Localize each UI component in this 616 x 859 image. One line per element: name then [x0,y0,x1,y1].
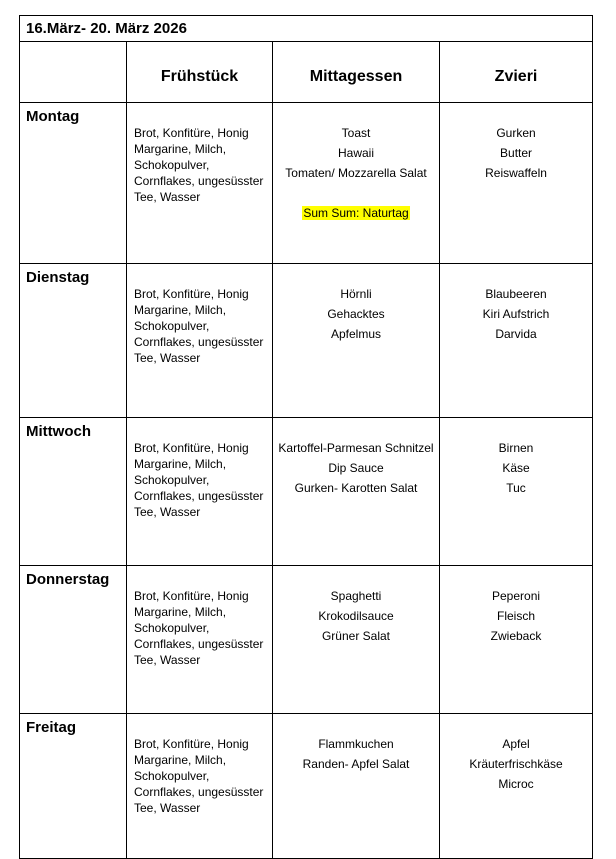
menu-line: Birnen [498,441,534,455]
note-line [273,203,439,223]
menu-line: Margarine, Milch, [134,753,227,767]
line-spacer [273,183,439,203]
menu-line: Schokopulver, [134,319,210,333]
header-mittagessen [273,42,440,103]
header-label: Mittagessen [309,68,403,85]
header-empty-cell [20,42,127,103]
zvieri-cell [440,714,593,859]
menu-line: Tomaten/ Mozzarella Salat [285,166,427,180]
menu-line: Schokopulver, [134,473,210,487]
menu-line: Tee, Wasser [134,351,201,365]
menu-line: Gurken [496,126,536,140]
zvieri-cell [440,103,593,264]
menu-line: Brot, Konfitüre, Honig [134,126,249,140]
menu-line: Randen- Apfel Salat [302,757,410,771]
menu-line: Gurken- Karotten Salat [294,481,418,495]
header-zvieri [440,42,593,103]
menu-line: Peperoni [492,589,541,603]
menu-line: Brot, Konfitüre, Honig [134,441,249,455]
menu-line: Tee, Wasser [134,653,201,667]
menu-line: Microc [498,777,534,791]
zvieri-cell [440,566,593,714]
fruehstueck-cell [127,264,273,418]
fruehstueck-cell [127,103,273,264]
day-name: Dienstag [20,264,127,418]
menu-line: Kiri Aufstrich [482,307,550,321]
day-row-mittwoch [20,418,593,566]
mittagessen-cell [273,264,440,418]
fruehstueck-cell [127,714,273,859]
menu-line: Margarine, Milch, [134,303,227,317]
menu-line: Darvida [495,327,537,341]
mittagessen-cell [273,418,440,566]
menu-line: Butter [500,146,533,160]
menu-line: Hawaii [337,146,374,160]
menu-line: Schokopulver, [134,621,210,635]
day-name: Donnerstag [20,566,127,714]
header-fruehstueck [127,42,273,103]
menu-line: Hörnli [340,287,372,301]
menu-line: Krokodilsauce [318,609,394,623]
menu-line: Schokopulver, [134,158,210,172]
menu-line: Brot, Konfitüre, Honig [134,589,249,603]
menu-title: 16.März- 20. März 2026 [20,16,593,42]
menu-line: Gehacktes [327,307,385,321]
menu-line: Cornflakes, ungesüsster [134,785,264,799]
zvieri-cell [440,418,593,566]
menu-line: Grüner Salat [321,629,391,643]
menu-line: Reiswaffeln [485,166,547,180]
menu-line: Brot, Konfitüre, Honig [134,737,249,751]
mittagessen-cell [273,103,440,264]
menu-line: Tee, Wasser [134,801,201,815]
weekly-menu-table [19,15,593,859]
menu-line: Apfel [502,737,530,751]
fruehstueck-cell [127,418,273,566]
menu-line: Margarine, Milch, [134,142,227,156]
day-name: Montag [20,103,127,264]
menu-line: Schokopulver, [134,769,210,783]
menu-line: Flammkuchen [318,737,394,751]
highlighted-note: Sum Sum: Naturtag [303,206,409,220]
fruehstueck-cell [127,566,273,714]
menu-line: Tee, Wasser [134,190,201,204]
menu-line: Zwieback [490,629,542,643]
zvieri-cell [440,264,593,418]
header-label: Frühstück [160,68,239,85]
header-label: Zvieri [494,68,538,85]
day-row-freitag [20,714,593,859]
menu-line: Cornflakes, ungesüsster [134,637,264,651]
menu-line: Tee, Wasser [134,505,201,519]
menu-line: Blaubeeren [485,287,547,301]
day-name: Freitag [20,714,127,859]
menu-line: Toast [341,126,371,140]
menu-line: Cornflakes, ungesüsster [134,174,264,188]
menu-line: Fleisch [497,609,536,623]
day-name: Mittwoch [20,418,127,566]
menu-line: Dip Sauce [328,461,384,475]
mittagessen-cell [273,566,440,714]
menu-line: Margarine, Milch, [134,457,227,471]
menu-line: Tuc [506,481,526,495]
menu-line: Kartoffel-Parmesan Schnitzel [278,441,434,455]
day-row-montag [20,103,593,264]
day-row-donnerstag [20,566,593,714]
menu-line: Cornflakes, ungesüsster [134,489,264,503]
menu-line: Käse [502,461,530,475]
menu-line: Margarine, Milch, [134,605,227,619]
mittagessen-cell [273,714,440,859]
menu-line: Brot, Konfitüre, Honig [134,287,249,301]
menu-line: Cornflakes, ungesüsster [134,335,264,349]
day-row-dienstag [20,264,593,418]
menu-line: Kräuterfrischkäse [469,757,563,771]
menu-line: Apfelmus [330,327,382,341]
menu-line: Spaghetti [330,589,382,603]
